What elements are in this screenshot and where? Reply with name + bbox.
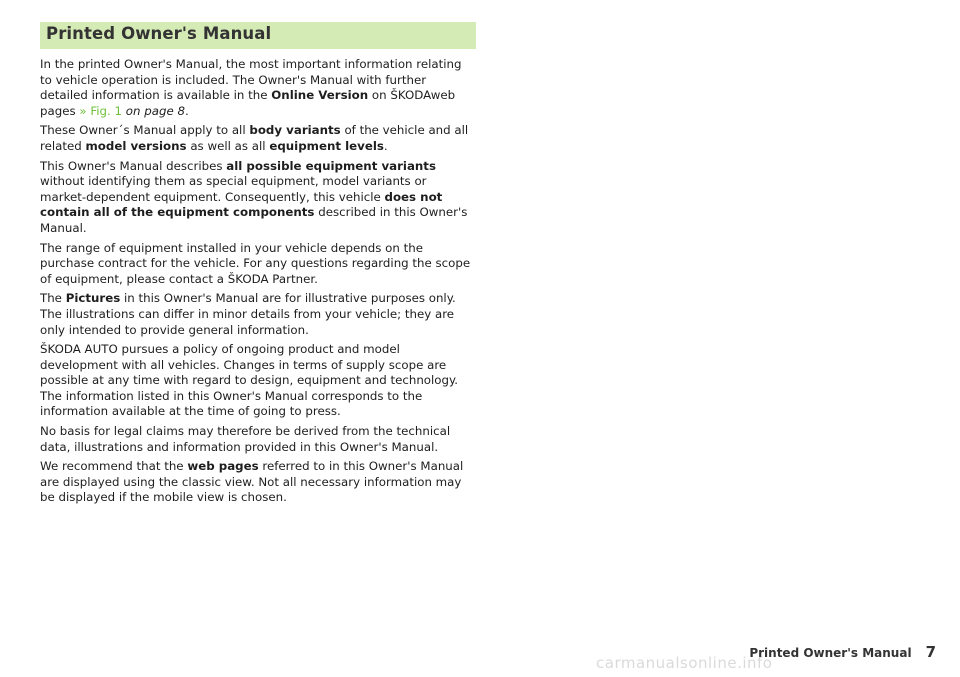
footer-title: Printed Owner's Manual — [749, 646, 912, 660]
paragraph-printed-manual: In the printed Owner's Manual, the most important information relating to vehicle operation is included. The Owner's Manual with further detailed information is available in the Online Version on ŠKODAweb pages » Fig. 1 on page 8. — [40, 57, 462, 118]
section-header — [40, 22, 476, 49]
paragraph-equipment-variants: This Owner's Manual describes all possible equipment variants without identifying them as special equipment, model variants or market-dependent equipment. Consequently, this vehicle does not contain all of the equipment components described in this Owner's Manual. — [40, 158, 468, 235]
paragraph-equipment-range: The range of equipment installed in your vehicle depends on the purchase contract for the vehicle. For any questions regarding the scope of equipment, please contact a ŠKODA Partner. — [40, 240, 471, 286]
paragraph-web-pages: We recommend that the web pages referred to in this Owner's Manual are displayed using the classic view. Not all necessary information may be displayed if the mobile view is chosen. — [40, 459, 464, 505]
paragraph-pictures: The Pictures in this Owner's Manual are for illustrative purposes only. The illustrations can differ in minor details from your vehicle; they are only intended to provide general information. — [40, 291, 456, 337]
section-title: Printed Owner's Manual — [46, 24, 272, 43]
watermark: carmanualsonline.info — [596, 654, 773, 672]
paragraph-body-variants: These Owner´s Manual apply to all body variants of the vehicle and all related model versions as well as all equipment levels. — [40, 123, 469, 153]
paragraph-development-policy: ŠKODA AUTO pursues a policy of ongoing product and model development with all vehicles. Changes in terms of supply scope are possible at any time with regard to design, equipment and technology. The information listed in this Owner's Manual corresponds to the information available at the time of going to press. — [40, 342, 459, 419]
page-number: 7 — [925, 643, 936, 661]
online-version-term: Online Version — [271, 88, 369, 103]
fig-1-link[interactable]: » Fig. 1 — [79, 103, 123, 118]
page-reference: on page 8 — [125, 103, 185, 118]
content-column — [40, 22, 476, 510]
paragraph-legal-claims: No basis for legal claims may therefore be derived from the technical data, illustrations and information provided in this Owner's Manual. — [40, 424, 451, 454]
page-footer — [749, 643, 936, 661]
